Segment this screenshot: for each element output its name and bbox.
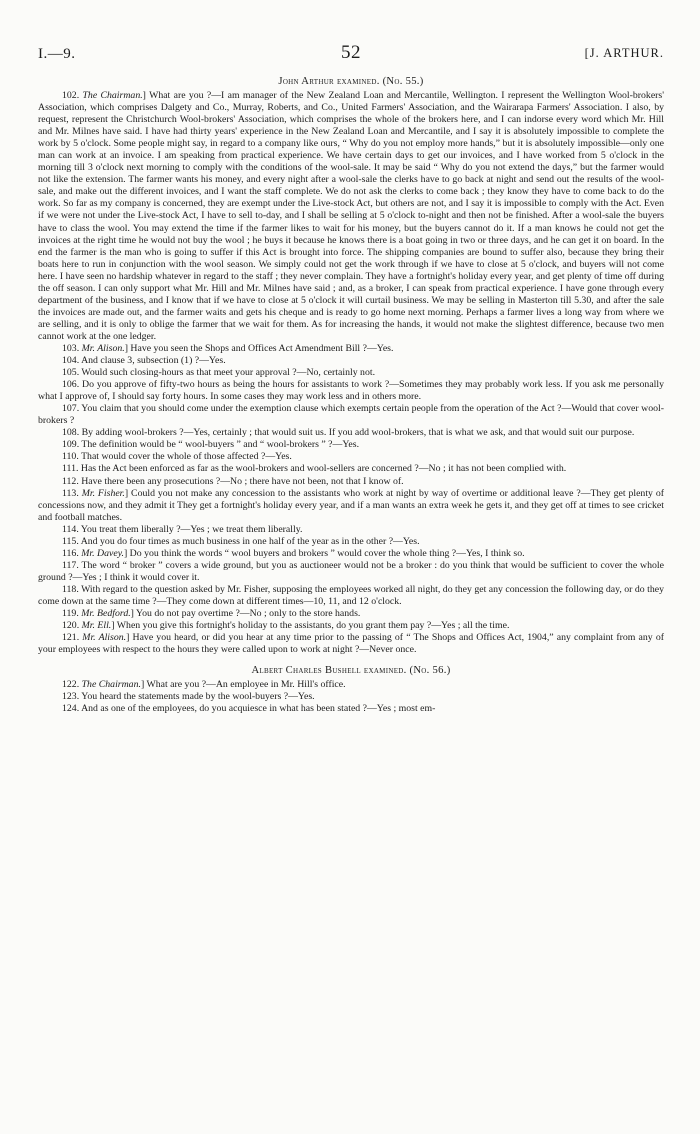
testimony-paragraph bbox=[38, 536, 664, 548]
question-number: 114. bbox=[62, 523, 81, 535]
testimony-text: ] You do not pay overtime ?—No ; only to the store hands. bbox=[130, 608, 361, 620]
testimony-text: Would such closing-hours as that meet your approval ?—No, certainly not. bbox=[81, 367, 376, 379]
question-number: 120. bbox=[62, 620, 82, 632]
testimony-text: ] Have you seen the Shops and Offices Act Amendment Bill ?—Yes. bbox=[124, 342, 394, 354]
speaker-name: The Chairman. bbox=[81, 679, 141, 691]
testimony-paragraph bbox=[38, 524, 664, 536]
testimony-paragraph bbox=[38, 620, 664, 632]
question-number: 122. bbox=[62, 679, 82, 691]
speaker-name: Mr. Alison. bbox=[82, 632, 127, 644]
report-reference: I.—9. bbox=[38, 46, 76, 62]
testimony-paragraph bbox=[38, 584, 664, 608]
testimony-text: The word “ broker ” covers a wide ground, but you as auctioneer would not be a broker : do you think that would be sufficient to cover the whole ground ?—Yes ; I think it would cover it. bbox=[38, 559, 664, 583]
testimony-text: Have there been any prosecutions ?—No ; there have not been, not that I know of. bbox=[81, 475, 404, 487]
speaker-name: The Chairman. bbox=[82, 90, 143, 101]
testimony-paragraph bbox=[38, 90, 664, 343]
testimony-text: You heard the statements made by the wool-buyers ?—Yes. bbox=[81, 691, 315, 703]
testimony-text: That would cover the whole of those affected ?—Yes. bbox=[81, 451, 292, 463]
testimony-paragraph bbox=[38, 632, 664, 656]
testimony-paragraph bbox=[38, 343, 664, 355]
question-number: 123. bbox=[62, 691, 82, 703]
question-number: 121. bbox=[62, 632, 83, 644]
speaker-name: Mr. Bedford. bbox=[81, 608, 131, 620]
question-number: 104. bbox=[62, 355, 82, 367]
question-number: 110. bbox=[62, 451, 82, 463]
testimony-paragraph bbox=[38, 403, 664, 427]
question-number: 119. bbox=[62, 608, 82, 620]
page-header bbox=[38, 42, 664, 70]
speaker-name: Mr. Alison. bbox=[81, 342, 125, 354]
page-number: 52 bbox=[341, 42, 361, 63]
testimony-paragraph bbox=[38, 679, 664, 691]
testimony-text: And you do four times as much business in one half of the year as in the other ?—Yes. bbox=[80, 535, 420, 547]
question-number: 103. bbox=[62, 342, 82, 354]
question-number: 107. bbox=[62, 403, 82, 415]
testimony-text: Has the Act been enforced as far as the wool-brokers and wool-sellers are concerned ?—No ; it has not been complied with. bbox=[80, 463, 567, 475]
testimony-paragraph bbox=[38, 476, 664, 488]
question-number: 117. bbox=[62, 559, 82, 571]
section-title: Albert Charles Bushell examined. (No. 56.) bbox=[251, 665, 451, 677]
testimony-paragraph bbox=[38, 560, 664, 584]
testimony-paragraph bbox=[38, 379, 664, 403]
speaker-name: Mr. Ell. bbox=[81, 620, 112, 632]
testimony-paragraph bbox=[38, 427, 664, 439]
testimony-paragraph bbox=[38, 355, 664, 367]
testimony-text: You claim that you should come under the exemption clause which exempts certain people from the operation of the Act ?—Would that cover wool-brokers ? bbox=[38, 403, 664, 427]
question-number: 108. bbox=[62, 427, 82, 439]
question-number: 111. bbox=[62, 463, 81, 475]
question-number: 105. bbox=[62, 367, 82, 379]
testimony-text: By adding wool-brokers ?—Yes, certainly ; that would suit us. If you add wool-brokers, that is what we ask, and that would suit our purpose. bbox=[81, 427, 635, 439]
testimony-text: And as one of the employees, do you acquiesce in what has been stated ?—Yes ; most em- bbox=[81, 703, 436, 715]
testimony-paragraph bbox=[38, 548, 664, 560]
testimony-text: Do you approve of fifty-two hours as being the hours for assistants to work ?—Sometimes they may probably work less. If you ask me personally what I approve of, I should say forty hours. In some cases they may work less and in others more. bbox=[38, 379, 665, 403]
testimony-text: And clause 3, subsection (1) ?—Yes. bbox=[81, 355, 226, 367]
document-body bbox=[38, 76, 664, 715]
testimony-text: ] Have you heard, or did you hear at any time prior to the passing of “ The Shops and Offices Act, 1904,” any complaint from any of your employees with respect to the hours they were called upon to work at night ?—Never once. bbox=[38, 632, 664, 656]
speaker-name: Mr. Davey. bbox=[81, 547, 124, 559]
question-number: 118. bbox=[62, 583, 82, 595]
testimony-text: ] What are you ?—An employee in Mr. Hill's office. bbox=[140, 679, 346, 691]
question-number: 102. bbox=[62, 90, 83, 101]
testimony-paragraph bbox=[38, 451, 664, 463]
testimony-paragraph bbox=[38, 463, 664, 475]
question-number: 112. bbox=[62, 475, 82, 487]
testimony-paragraph bbox=[38, 703, 664, 715]
question-number: 109. bbox=[62, 439, 82, 451]
question-number: 116. bbox=[62, 547, 82, 559]
section-title: John Arthur examined. (No. 55.) bbox=[278, 76, 424, 87]
speaker-name: Mr. Fisher. bbox=[81, 487, 125, 499]
witness-running-head: [J. ARTHUR. bbox=[584, 46, 664, 60]
question-number: 124. bbox=[62, 703, 82, 715]
question-number: 113. bbox=[62, 487, 82, 499]
question-number: 115. bbox=[62, 535, 81, 547]
testimony-paragraph bbox=[38, 367, 664, 379]
question-number: 106. bbox=[62, 379, 83, 391]
testimony-text: ] Could you not make any concession to the assistants who work at night by way of overtime or additional leave ?—They get plenty of concessions now, and they admit it They get a fortnight's holiday every year, and if a man wants an extra week he gets it, and they get off at times to see cricket and football matches. bbox=[38, 487, 665, 523]
testimony-paragraph bbox=[38, 608, 664, 620]
testimony-paragraph bbox=[38, 691, 664, 703]
testimony-text: ] What are you ?—I am manager of the New Zealand Loan and Mercantile, Wellington. I represent the Wellington Wool-brokers' Association, which comprises Dalgety and Co., Murray, Roberts, and Co., United Farmers' Association, and the Wairarapa Farmers' Association. I also, by request, represent the Christchurch Wool-brokers' Association, which comprises the whole of the brokers here, and I can indorse every word which Mr. Hill and Mr. Milnes have said. I have had thirty years' experience in the New Zealand Loan and Mercantile, and I say it is absolutely impossible to complete the work by 5 o'clock. Some people might say, in regard to a company like ours, “ Why do you not employ more hands,” but it is absolutely impossible—only one man can work at an invoice. I am speaking from practical experience. We have certain days to get our invoices, and I have worked from 5 o'clock in the morning till 3 o'clock next morning to comply with the conditions of the wool-sale. It may be said “ Why do you not extend the days,” but the farmer would not like the extension. The farmer wants his money, and every night after a wool-sale the clerks have to go back at night and send out the results of the wool-sale, and make out the different invoices, and I want the staff complete. We do not ask the clerks to come back ; they know they have to come back to do the work. So far as my company is concerned, they are exempt under the Live-stock Act, but others are not, and I say it is impossible to comply with the Act. Even if we were not under the Live-stock Act, I have to sell to-day, and I shall be selling at 5 o'clock to-night and then not be finished. After a wool-sale the buyers have to class the wool. You may extend the time if the farmer likes to wait for his money, but the buyers cannot do it. If a man knows he could not get the invoices at the right time he would not buy the wool ; he buys it because he knows there is a boat going in two or three days, and he can get it on board. In the end the farmer is the man who is going to suffer if this Act is brought into force. The shipping companies are bound to suffer also, because they bring their boats here to run in conjunction with the wool season. We simply could not get the work through if we have to close at 5 o'clock, and buyers will not come here. I have seen no hardship whatever in regard to the staff ; they never complain. They have a fortnight's holiday every year, and get plenty of time off during the off season. I can only support what Mr. Hill and Mr. Milnes have said ; and, as a broker, I can speak from practical experience. I have gone through every department of the business, and I know that if we have to close at 5 o'clock it will curtail business. We may be selling in Masterton till 5.30, and after the sale the invoices are made out, and the farmer waits and gets his cheque and is ready to go home next morning. Perhaps a farmer lives a long way from where we are selling, and it is only to oblige the farmer that we wait for them. As for increasing the hands, it would not make the slightest difference, because two men cannot work at the one ledger. bbox=[38, 90, 665, 342]
testimony-paragraph bbox=[38, 488, 664, 524]
testimony-text: The definition would be “ wool-buyers ” and “ wool-brokers ” ?—Yes. bbox=[81, 439, 360, 451]
testimony-text: ] Do you think the words “ wool buyers and brokers ” would cover the whole thing ?—Yes, I think so. bbox=[123, 547, 525, 559]
testimony-text: You treat them liberally ?—Yes ; we treat them liberally. bbox=[80, 523, 303, 535]
testimony-text: ] When you give this fortnight's holiday to the assistants, do you grant them pay ?—Yes ; all the time. bbox=[111, 620, 510, 632]
testimony-text: With regard to the question asked by Mr. Fisher, supposing the employees worked all night, do they get any concession the following day, or do they come down at the same time ?—They come down at different times—10, 11, and 12 o'clock. bbox=[38, 583, 664, 607]
testimony-paragraph bbox=[38, 439, 664, 451]
